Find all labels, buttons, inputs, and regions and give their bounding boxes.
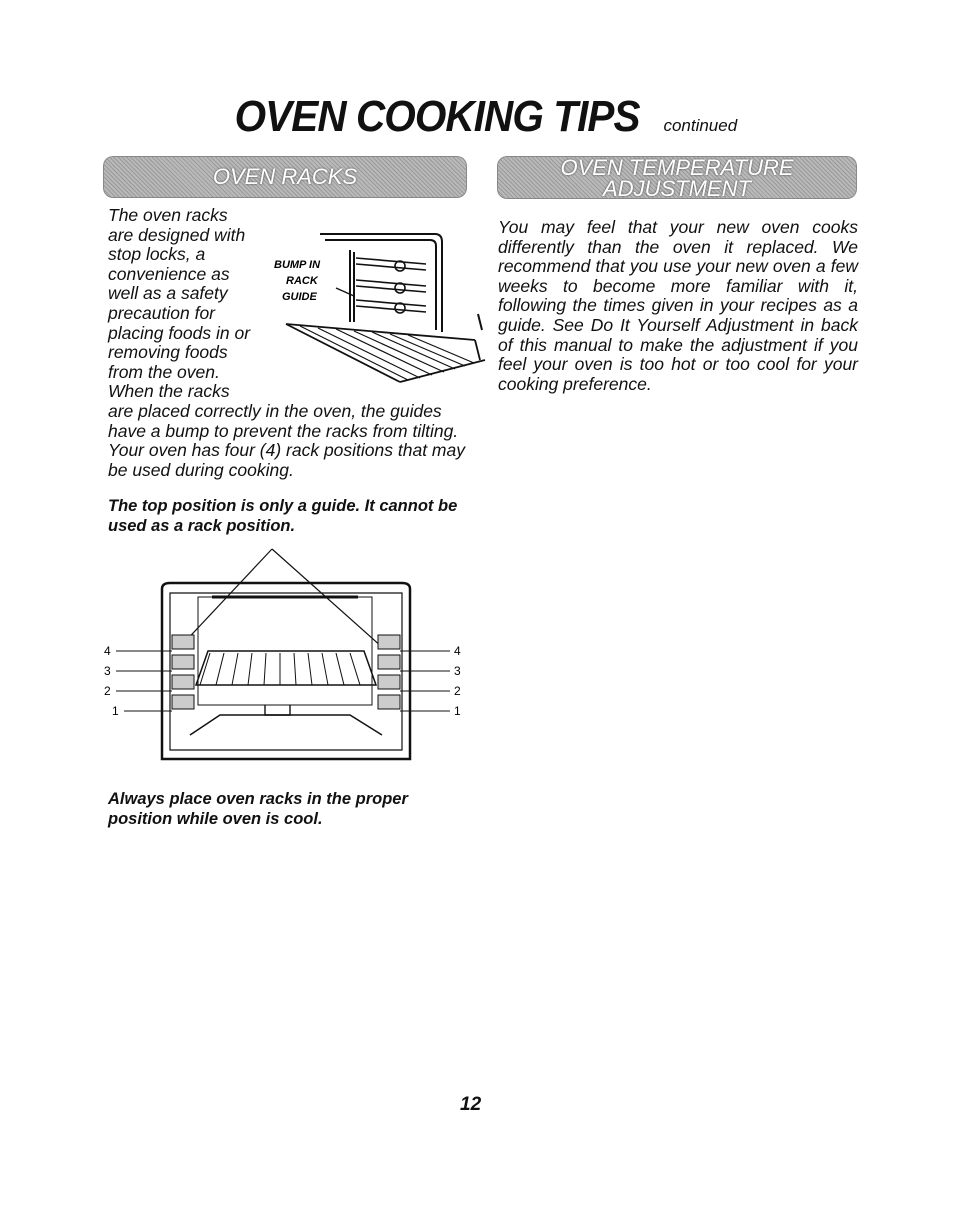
rack-number-right: 3 xyxy=(454,664,461,678)
rack-number-right: 1 xyxy=(454,704,461,718)
title-continued: continued xyxy=(663,116,738,135)
temperature-body-text: You may feel that your new oven cooks differently than the oven it replaced. We recommend that you use your new oven a few weeks to become more familiar with it, following the times given in your recipes as a guide. See Do It Yourself Adjustment in back of this manual to make the adjustment if you feel your oven is too hot or too cool for your cooking preference. xyxy=(498,217,858,394)
rack-number-left: 4 xyxy=(104,644,111,658)
oven-racks-heading: OVEN RACKS xyxy=(103,156,467,198)
intro-line: removing foods xyxy=(108,342,228,363)
intro-line: precaution for xyxy=(108,302,216,323)
rack-number-right: 2 xyxy=(454,684,461,698)
oven-rack-positions-diagram xyxy=(100,545,480,770)
rack-guide-diagram xyxy=(250,222,490,392)
rack-number-left: 1 xyxy=(112,704,119,718)
heading-line-2: ADJUSTMENT xyxy=(603,176,751,201)
page-title xyxy=(0,92,954,142)
page-number: 12 xyxy=(460,1094,482,1115)
intro-line: The oven racks xyxy=(108,205,228,225)
rack-number-left: 2 xyxy=(104,684,111,698)
intro-line: from the oven. xyxy=(108,361,220,382)
intro-line: convenience as xyxy=(108,263,230,284)
place-racks-note: Always place oven racks in the proper position while oven is cool. xyxy=(108,790,408,828)
title-main: OVEN COOKING TIPS xyxy=(234,92,640,141)
intro-line: When the racks xyxy=(108,381,230,402)
rack-number-left: 3 xyxy=(104,664,111,678)
intro-line: stop locks, a xyxy=(108,244,206,265)
bump-label-line: GUIDE xyxy=(282,291,317,303)
racks-intro-wrapped xyxy=(108,206,258,402)
bump-label-line: BUMP IN xyxy=(274,259,321,271)
oven-temperature-heading xyxy=(497,156,857,199)
top-position-note: The top position is only a guide. It cannot be used as a rack position. xyxy=(108,497,458,535)
rack-number-right: 4 xyxy=(454,644,461,658)
heading-line-1: OVEN TEMPERATURE xyxy=(560,155,794,180)
intro-line: placing foods in or xyxy=(108,322,251,343)
intro-line: are designed with xyxy=(108,224,246,245)
bump-label-line: RACK xyxy=(286,275,318,287)
intro-line: well as a safety xyxy=(108,283,228,304)
racks-body-text: are placed correctly in the oven, the guides have a bump to prevent the racks from tilting. Your oven has four (4) rack positions that may be used during cooking. xyxy=(108,401,465,480)
